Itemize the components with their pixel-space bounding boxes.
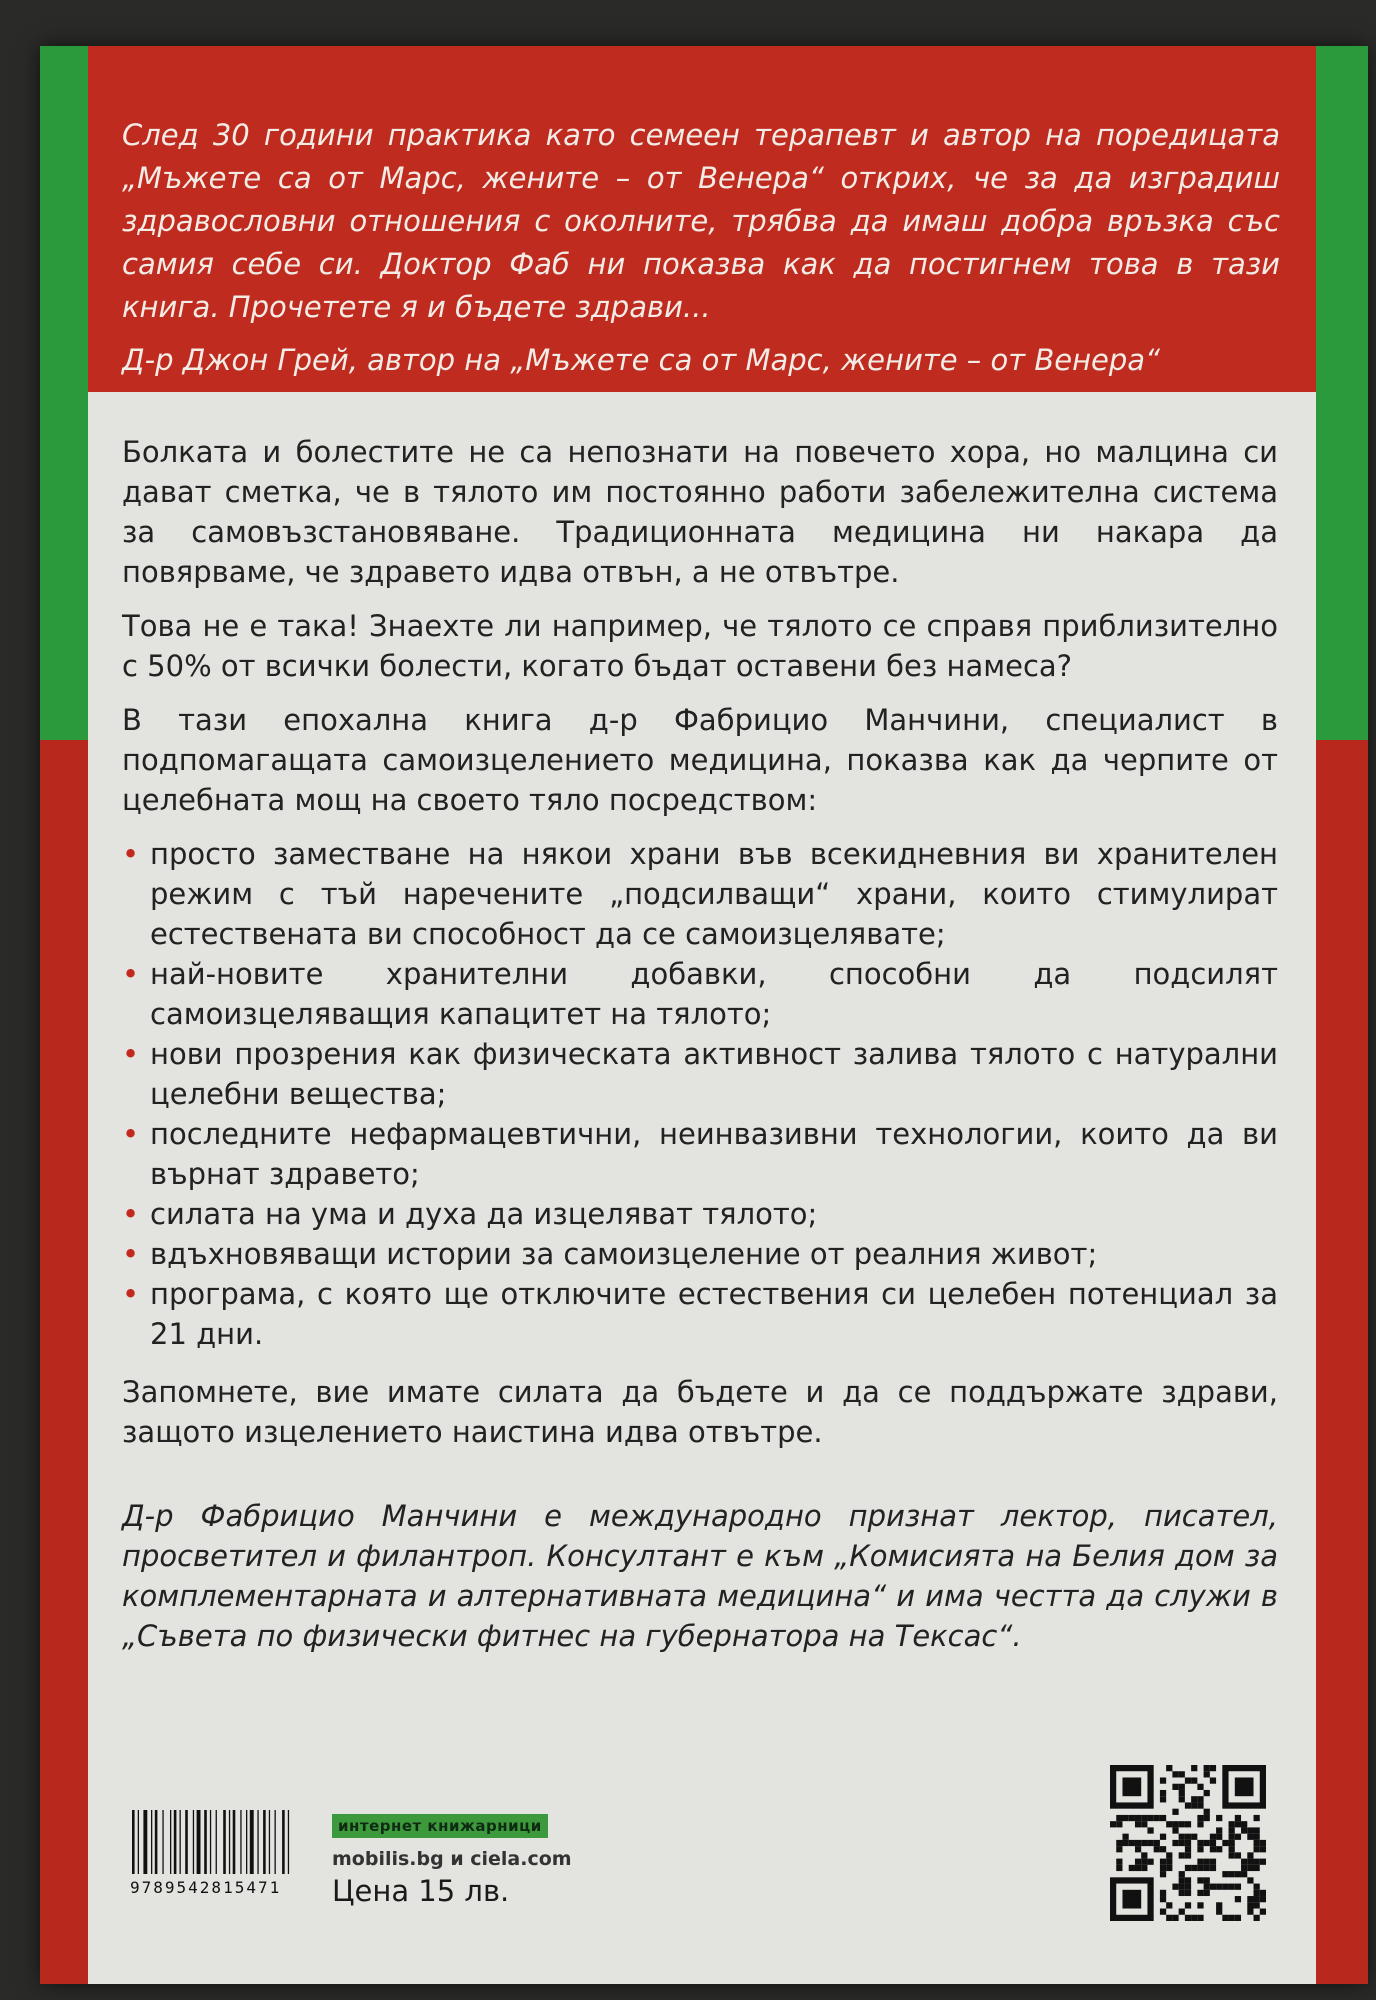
list-item-text: програма, с която ще отключите естествения си целебен потенциал за 21 дни. (150, 1277, 1278, 1351)
flag-stripe-red-left (40, 740, 88, 1984)
flag-stripe-green-left (40, 46, 88, 740)
qr-code-icon (1110, 1765, 1266, 1921)
list-item (122, 1234, 1278, 1274)
bullet-icon: • (122, 1197, 140, 1231)
list-item-text: вдъхновяващи истории за самоизцеление от реалния живот; (150, 1237, 1098, 1271)
endorsement-quote-text: След 30 години практика като семеен терапевт и автор на поредицата „Мъжете са от Марс, жените – от Венера“ открих, че за да изградиш здравословни отношения с околните, трябва да имаш добра връзка със самия себе си. Доктор Фаб ни показва как да постигнем това в тази книга. Прочетете я и бъдете здрави... (122, 118, 1280, 324)
author-bio: Д-р Фабрицио Манчини е международно признат лектор, писател, просветител и филантроп. Консултант е към „Комисията на Белия дом за комплементарната и алтернативната медицина“ и има честта да служи в „Съвета по физически фитнес на губернатора на Тексас“. (122, 1499, 1278, 1653)
bullet-icon: • (122, 957, 140, 991)
endorsement-quote-author: Д-р Джон Грей, автор на „Мъжете са от Марс, жените – от Венера“ (122, 343, 1161, 377)
flag-stripe-red-right (1316, 740, 1368, 1984)
flag-stripe-green-right (1316, 46, 1368, 740)
online-bookstores-badge: интернет книжарници (332, 1814, 548, 1838)
list-item (122, 834, 1278, 954)
list-item-text: просто заместване на някои храни във всекидневния ви хранителен режим с тъй наречените „подсилващи“ храни, които стимулират естествената ви способност да се самоизцелявате; (150, 837, 1278, 951)
description-paragraph-4: Запомнете, вие имате силата да бъдете и да се поддържате здрави, защото изцелението наистина идва отвътре. (122, 1375, 1278, 1449)
book-description (122, 432, 1278, 1670)
list-item-text: силата на ума и духа да изцеляват тялото; (150, 1197, 818, 1231)
barcode-icon (130, 1810, 320, 1876)
barcode (130, 1810, 320, 1897)
list-item (122, 1114, 1278, 1194)
shop-info (332, 1814, 572, 1908)
bullet-icon: • (122, 837, 140, 871)
bullet-icon: • (122, 1277, 140, 1311)
endorsement-quote-box (88, 46, 1316, 392)
price-label: Цена 15 лв. (332, 1874, 510, 1908)
list-item-text: последните нефармацевтични, неинвазивни технологии, които да ви върнат здравето; (150, 1117, 1278, 1191)
description-paragraph-1: Болката и болестите не са непознати на повечето хора, но малцина си дават сметка, че в тялото им постоянно работи забележителна система за самовъзстановяване. Традиционната медицина ни накара да повярваме, че здравето идва отвън, а не отвътре. (122, 435, 1278, 589)
list-item (122, 1194, 1278, 1234)
bullet-icon: • (122, 1037, 140, 1071)
online-bookstores-sites: mobilis.bg и ciela.com (332, 1848, 572, 1870)
bullet-icon: • (122, 1117, 140, 1151)
list-item-text: най-новите хранителни добавки, способни да подсилят самоизцеляващия капацитет на тялото; (150, 957, 1278, 1031)
description-paragraph-2: Това не е така! Знаехте ли например, че тялото се справя приблизително с 50% от всички болести, когато бъдат оставени без намеса? (122, 609, 1278, 683)
list-item (122, 1274, 1278, 1354)
list-item (122, 1034, 1278, 1114)
qr-code (1110, 1765, 1266, 1925)
isbn-number: 9789542815471 (130, 1878, 282, 1897)
benefits-list (122, 834, 1278, 1354)
list-item (122, 954, 1278, 1034)
bullet-icon: • (122, 1237, 140, 1271)
description-paragraph-3: В тази епохална книга д-р Фабрицио Манчини, специалист в подпомагащата самоизцелението медицина, показва как да черпите от целебната мощ на своето тяло посредством: (122, 703, 1278, 817)
list-item-text: нови прозрения как физическата активност залива тялото с натурални целебни вещества; (150, 1037, 1278, 1111)
